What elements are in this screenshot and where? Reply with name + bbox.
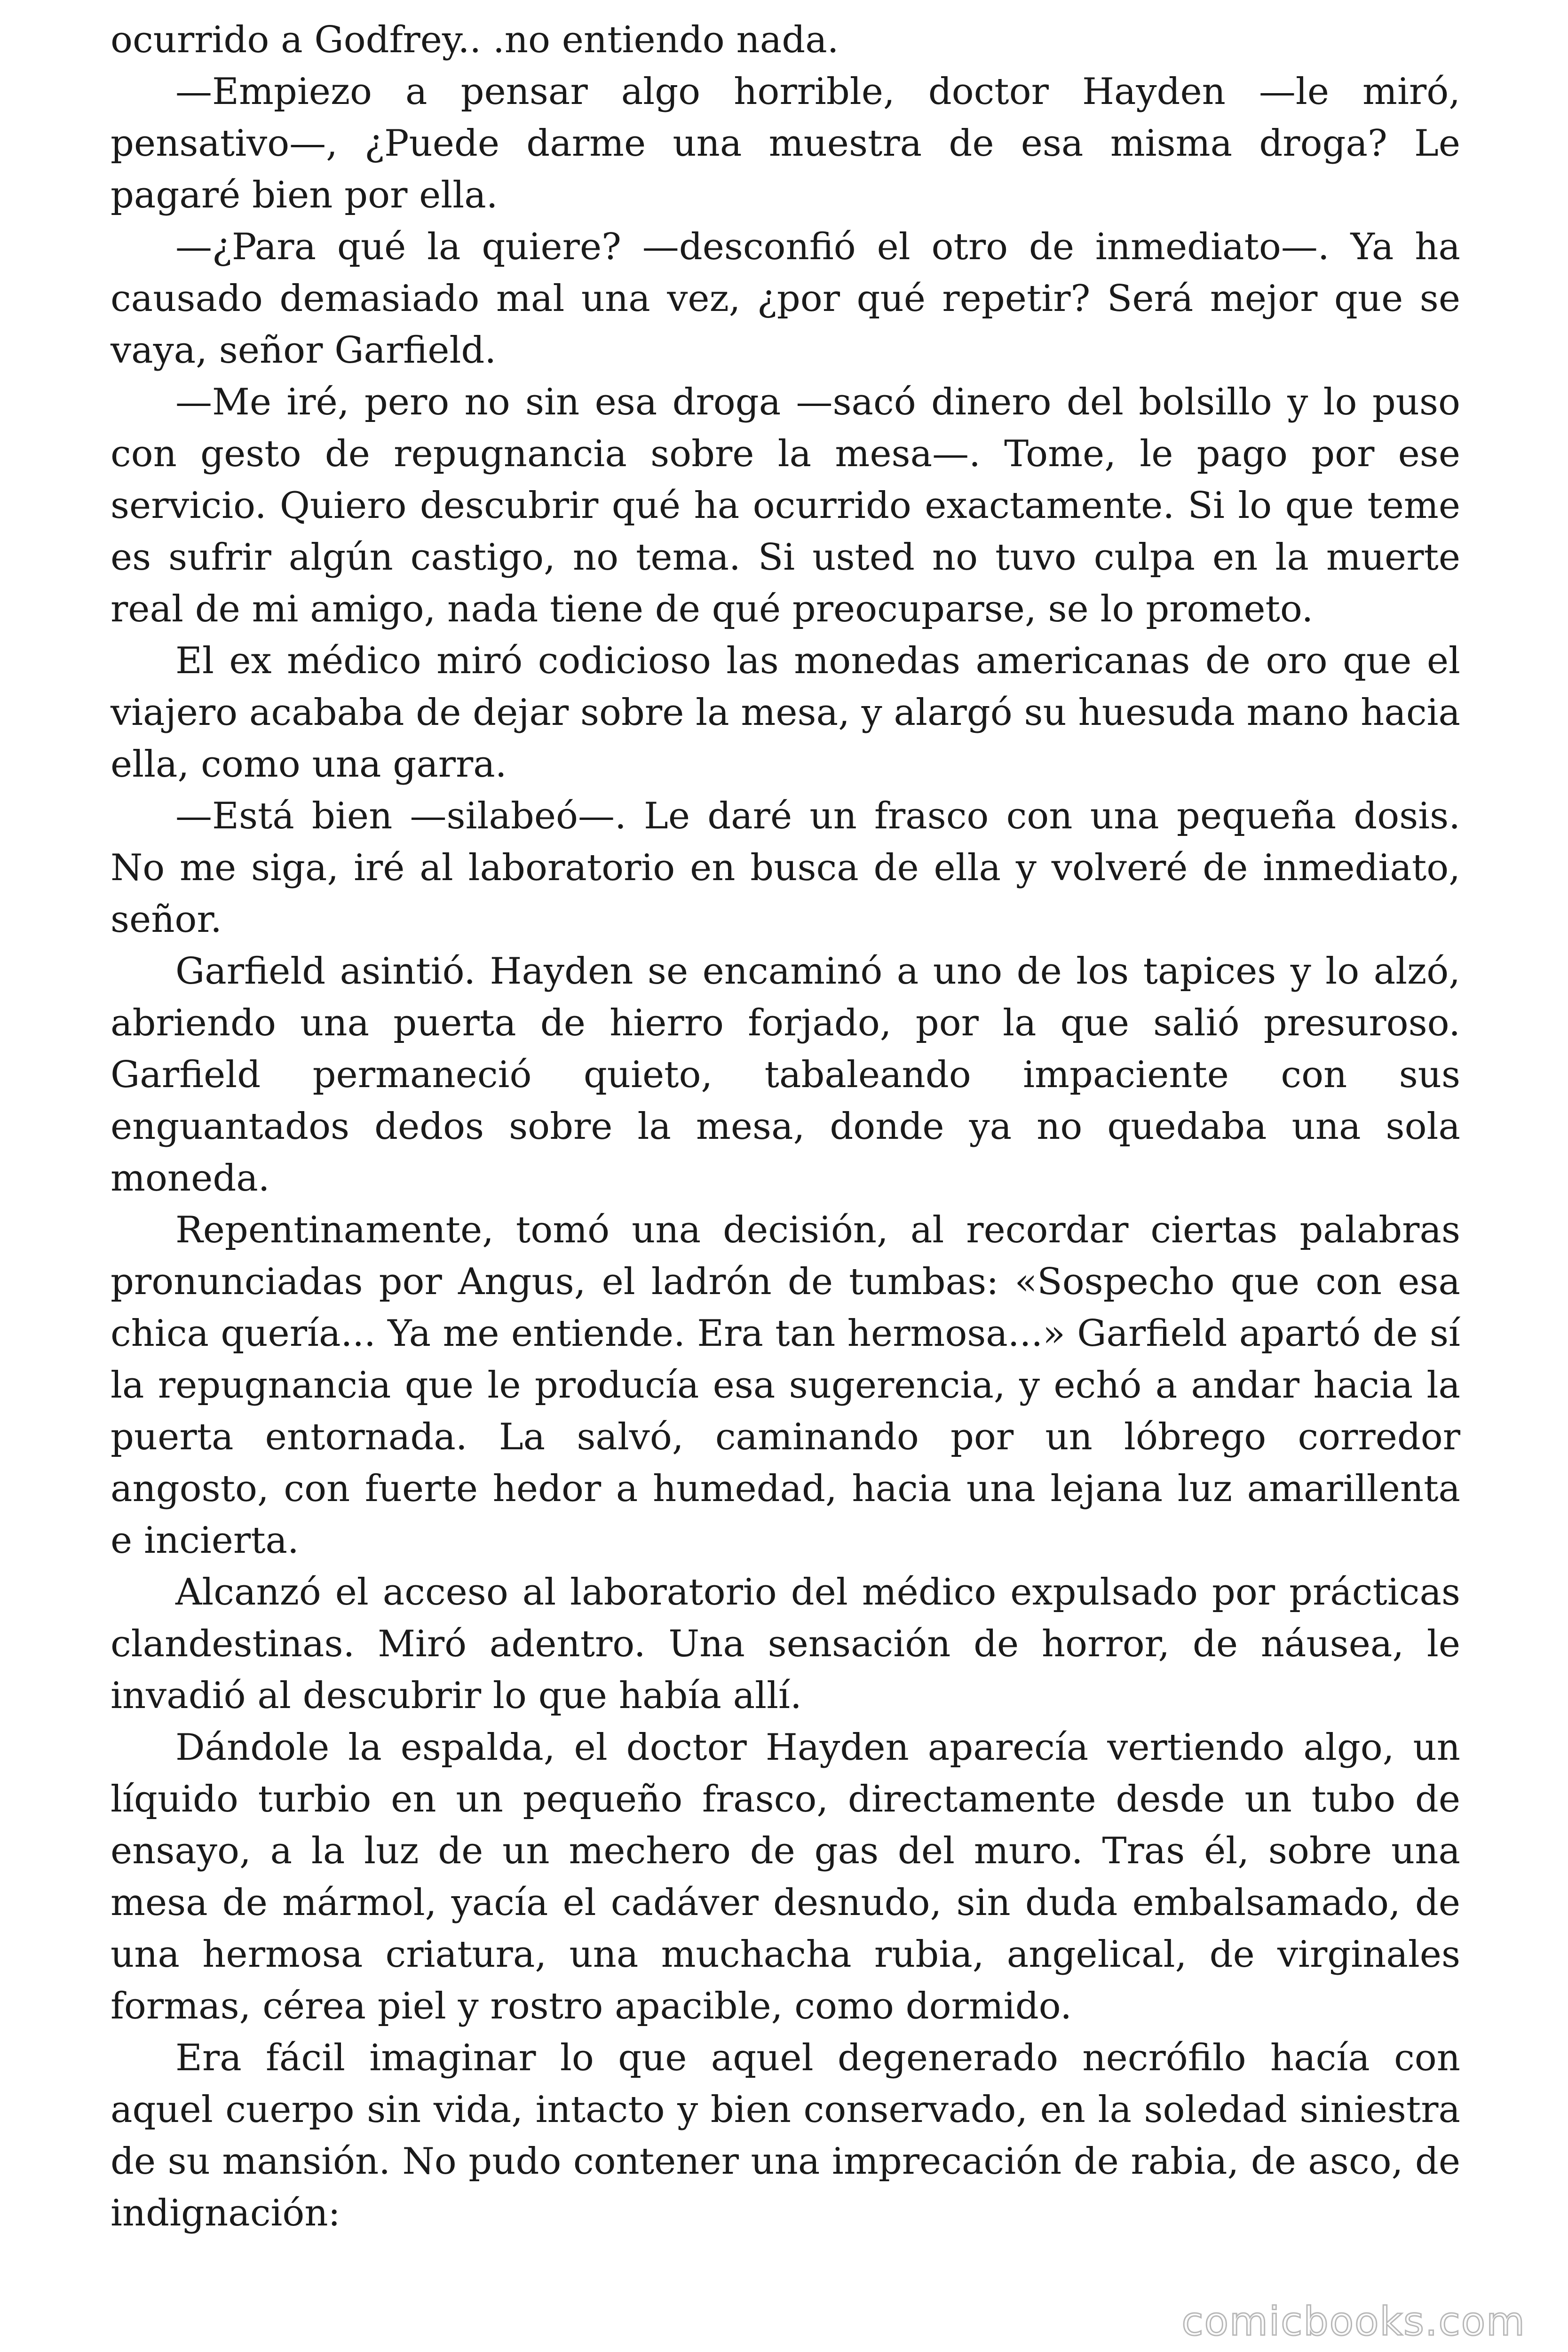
paragraph-7: Garfield asintió. Hayden se encaminó a uno de los tapices y lo alzó, abriendo una puerta de hierro forjado, por la que salió presuroso. Garfield permaneció quieto, tabaleando impaciente con sus enguantados dedos sobre la mesa, donde ya no quedaba una sola moneda. xyxy=(111,950,1460,1200)
page-text xyxy=(111,14,1460,2239)
paragraph-8: Repentinamente, tomó una decisión, al recordar ciertas palabras pronunciadas por Angus, el ladrón de tumbas: «Sospecho que con esa chica quería... Ya me entiende. Era tan hermosa...» Garfield apartó de sí la repugnancia que le producía esa sugerencia, y echó a andar hacia la puerta entornada. La salvó, caminando por un lóbrego corredor angosto, con fuerte hedor a humedad, hacia una lejana luz amarillenta e incierta. xyxy=(111,1209,1460,1562)
paragraph-3: —¿Para qué la quiere? —desconfió el otro de inmediato—. Ya ha causado demasiado mal una vez, ¿por qué repetir? Será mejor que se vaya, señor Garfield. xyxy=(111,226,1460,372)
paragraph-1: ocurrido a Godfrey.. .no entiendo nada. xyxy=(111,19,839,61)
paragraph-11: Era fácil imaginar lo que aquel degenerado necrófilo hacía con aquel cuerpo sin vida, intacto y bien conservado, en la soledad siniestra de su mansión. No pudo contener una imprecación de rabia, de asco, de indignación: xyxy=(111,2037,1460,2234)
paragraph-9: Alcanzó el acceso al laboratorio del médico expulsado por prácticas clandestinas. Miró adentro. Una sensación de horror, de náusea, le invadió al descubrir lo que había allí. xyxy=(111,1571,1460,1717)
paragraph-6: —Está bien —silabeó—. Le daré un frasco con una pequeña dosis. No me siga, iré al laboratorio en busca de ella y volveré de inmediato, señor. xyxy=(111,795,1460,941)
paragraph-5: El ex médico miró codicioso las monedas americanas de oro que el viajero acababa de dejar sobre la mesa, y alargó su huesuda mano hacia ella, como una garra. xyxy=(111,640,1460,786)
paragraph-4: —Me iré, pero no sin esa droga —sacó dinero del bolsillo y lo puso con gesto de repugnancia sobre la mesa—. Tome, le pago por ese servicio. Quiero descubrir qué ha ocurrido exactamente. Si lo que teme es sufrir algún castigo, no tema. Si usted no tuvo culpa en la muerte real de mi amigo, nada tiene de qué preocuparse, se lo prometo. xyxy=(111,381,1460,630)
watermark-text: comicbooks.com xyxy=(1181,2298,1526,2344)
paragraph-10: Dándole la espalda, el doctor Hayden aparecía vertiendo algo, un líquido turbio en un pequeño frasco, directamente desde un tubo de ensayo, a la luz de un mechero de gas del muro. Tras él, sobre una mesa de mármol, yacía el cadáver desnudo, sin duda embalsamado, de una hermosa criatura, una muchacha rubia, angelical, de virginales formas, cérea piel y rostro apacible, como dormido. xyxy=(111,1726,1460,2027)
paragraph-2: —Empiezo a pensar algo horrible, doctor Hayden —le miró, pensativo—, ¿Puede darme una muestra de esa misma droga? Le pagaré bien por ella. xyxy=(111,71,1460,216)
